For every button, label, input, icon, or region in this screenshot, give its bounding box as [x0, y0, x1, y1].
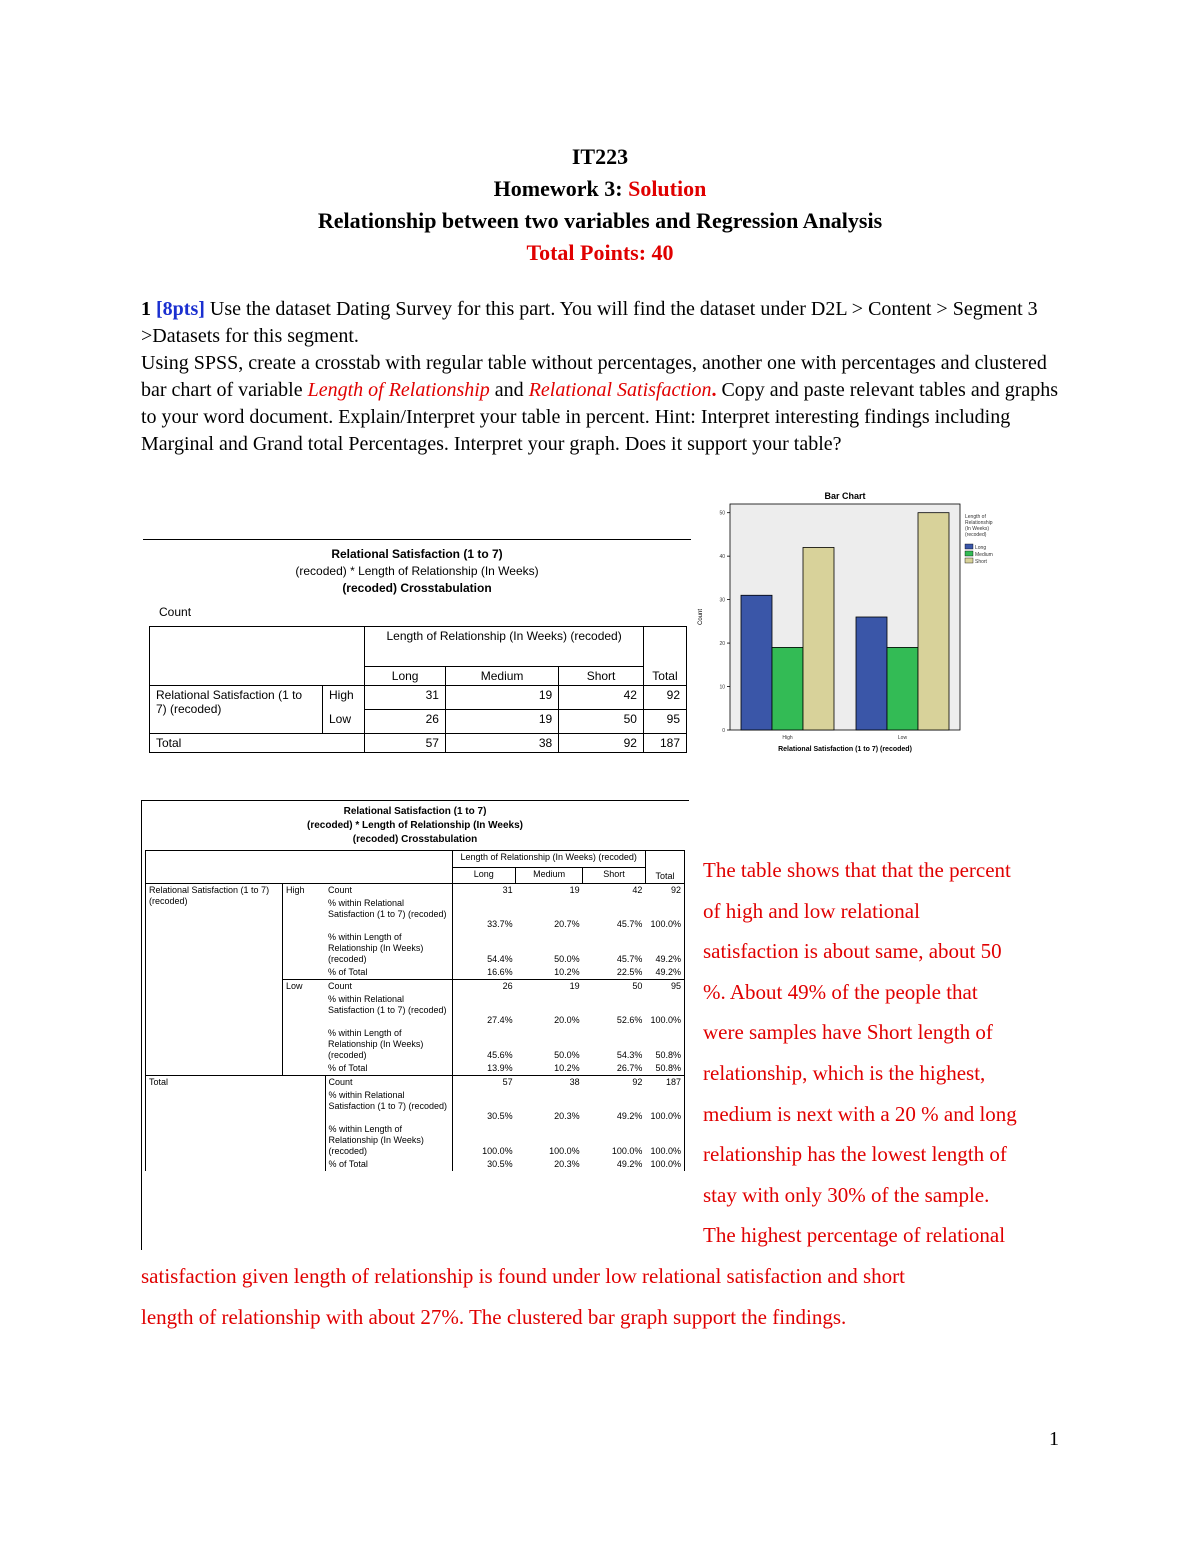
- table-row: % within Relational Satisfaction (1 to 7) (recoded) 27.4% 20.0% 52.6% 100.0%: [146, 993, 685, 1027]
- table-row: Low Count 26 19 50 95: [146, 980, 685, 994]
- bar-medium-low: [887, 647, 918, 730]
- table1-title: Relational Satisfaction (1 to 7) (recoded) * Length of Relationship (In Weeks) (recoded) Crosstabulation: [295, 547, 539, 595]
- table2-row-var: Relational Satisfaction (1 to 7) (recoded): [146, 884, 283, 1076]
- y-tick-label: 30: [719, 597, 725, 604]
- table1-count-label: Count: [159, 605, 192, 619]
- course-code: IT223: [571, 144, 629, 169]
- legend-label: Short: [975, 559, 987, 565]
- clustered-bar-chart: [692, 488, 1032, 773]
- table-row: % within Length of Relationship (In Weeks) (recoded) 54.4% 50.0% 45.7% 49.2%: [146, 931, 685, 966]
- table-row: % within Length of Relationship (In Weeks) (recoded) 100.0% 100.0% 100.0% 100.0%: [146, 1123, 685, 1158]
- legend-swatch-short: [965, 558, 973, 563]
- table2-col-group: Length of Relationship (In Weeks) (recoded): [452, 851, 645, 868]
- homework-title: Homework 3: Solution: [493, 176, 707, 201]
- page-number: 1: [1049, 1428, 1059, 1450]
- variable-length: Length of Relationship: [307, 379, 490, 401]
- table-row: % of Total 30.5% 20.3% 49.2% 100.0%: [146, 1158, 685, 1171]
- table-row: % within Length of Relationship (In Weeks) (recoded) 45.6% 50.0% 54.3% 50.8%: [146, 1027, 685, 1062]
- bar-long-high: [741, 595, 772, 730]
- chart-title: Bar Chart: [824, 491, 866, 501]
- table-row: % within Relational Satisfaction (1 to 7) (recoded) 30.5% 20.3% 49.2% 100.0%: [146, 1089, 685, 1123]
- total-points: Total Points: 40: [526, 240, 674, 265]
- y-tick-label: 40: [719, 554, 725, 561]
- table-row: Relational Satisfaction (1 to 7) (recoded) High 31 19 42 92: [150, 686, 687, 710]
- question-points: [8pts]: [156, 298, 205, 320]
- table-row: Relational Satisfaction (1 to 7) (recoded) High Count 31 19 42 92: [146, 884, 685, 898]
- x-axis-label: Relational Satisfaction (1 to 7) (recoded): [778, 746, 912, 753]
- crosstab-count-table: Relational Satisfaction (1 to 7) (recoded) * Length of Relationship (In Weeks) (recoded) Crosstabulation Count Length of Relationship (In Weeks) (recoded) Total Long Medium Short Relational Satisfaction (1 to 7) (recoded) High 31 19 42 92 Low 26 19 50 95 Total 57 38 92 187: [143, 537, 691, 770]
- table-row: % within Relational Satisfaction (1 to 7) (recoded) 33.7% 20.7% 45.7% 100.0%: [146, 897, 685, 931]
- explanation-side: The table shows that that the percent of high and low relational satisfaction is about same, about 50 %. About 49% of the people that were samples have Short length of relationship, which is the highest, medium is next with a 20 % and long relationship has the lowest length of stay with only 30% of the sample. The highest percentage of relational: [703, 858, 1017, 1248]
- y-tick-label: 20: [719, 641, 725, 648]
- table2-title: Relational Satisfaction (1 to 7) (recoded) * Length of Relationship (In Weeks) (recoded) Crosstabulation: [307, 806, 523, 845]
- table-row: % of Total 13.9% 10.2% 26.7% 50.8%: [146, 1062, 685, 1076]
- legend-label: Medium: [975, 552, 993, 558]
- legend-swatch-medium: [965, 551, 973, 556]
- table-row: Low 26 19 50 95: [150, 710, 687, 734]
- y-tick-label: 0: [722, 728, 725, 734]
- crosstab-percent-table: Relational Satisfaction (1 to 7) (recoded) * Length of Relationship (In Weeks) (recoded) Crosstabulation Length of Relationship (In Weeks) (recoded) Total Long Medium Short Relational Satisfaction (1 to 7) (recoded) High Count 31 19 42 92 % within Relational Satisfaction (1 to 7) (recoded) 33.7% 20.7% 45.7% 100.0% % within Length of Relationship (In Weeks) (recoded) 54.4% 50.0% 45.7% 49.2% % of Total 16.6% 10.2% 22.5% 49.2% Low Count 26 19 50 95 % within Relational Satisfaction (1 to 7) (recoded) 27.4% 20.0% 52.6% 100.0% % within Length of Relationship (In Weeks) (recoded) 45.6% 50.0% 54.3% 50.8% % of Total 13.9% 10.2% 26.7% 50.8% Total Count 57 38 92 187 % within Relational Satisfaction (1 to 7) (recoded) 30.5% 20.3% 49.2% 100.0% % within Length of Relationship (In Weeks) (recoded) 100.0% 100.0% 100.0% 100.0% % of Total 30.5% 20.3% 49.2% 100.0%: [141, 800, 689, 1252]
- bar-medium-high: [772, 647, 803, 730]
- bar-short-high: [803, 547, 834, 730]
- table-row: % of Total 16.6% 10.2% 22.5% 49.2%: [146, 966, 685, 980]
- table1-col-group: Length of Relationship (In Weeks) (recoded): [365, 627, 644, 667]
- bar-short-low: [918, 513, 949, 730]
- bar-long-low: [856, 617, 887, 730]
- legend-title: Length of Relationship (In Weeks) (recoded): [965, 514, 993, 538]
- y-tick-label: 10: [719, 684, 725, 691]
- legend-swatch-long: [965, 544, 973, 549]
- variable-satisfaction: Relational Satisfaction: [528, 379, 712, 401]
- question-1: 1 [8pts] Use the dataset Dating Survey for this part. You will find the dataset under D2L > Content > Segment 3 >Datasets for this segment. Using SPSS, create a crosstab with regular table without percentages, another one with percentages and clustered bar chart of variable Length of Relationship and Relational Satisfaction. Copy and paste relevant tables and graphs to your word document. Explain/Interpret your table in percent. Hint: Interpret interesting findings including Marginal and Grand total Percentages. Interpret your graph. Does it support your table?: [141, 298, 1059, 455]
- solution-label: Solution: [628, 176, 707, 201]
- explanation-full: satisfaction given length of relationship is found under low relational satisfaction and short length of relationship with about 27%. The clustered bar graph support the findings.: [141, 1264, 905, 1329]
- y-axis-label: Count: [698, 608, 704, 626]
- legend-label: Long: [975, 545, 987, 551]
- x-tick-label: High: [782, 735, 793, 741]
- document-subtitle: Relationship between two variables and Regression Analysis: [317, 208, 883, 233]
- table-row: Total Count 57 38 92 187: [146, 1076, 685, 1090]
- table-row: Total 57 38 92 187: [150, 734, 687, 753]
- y-tick-label: 50: [719, 510, 725, 517]
- x-tick-label: Low: [897, 735, 908, 741]
